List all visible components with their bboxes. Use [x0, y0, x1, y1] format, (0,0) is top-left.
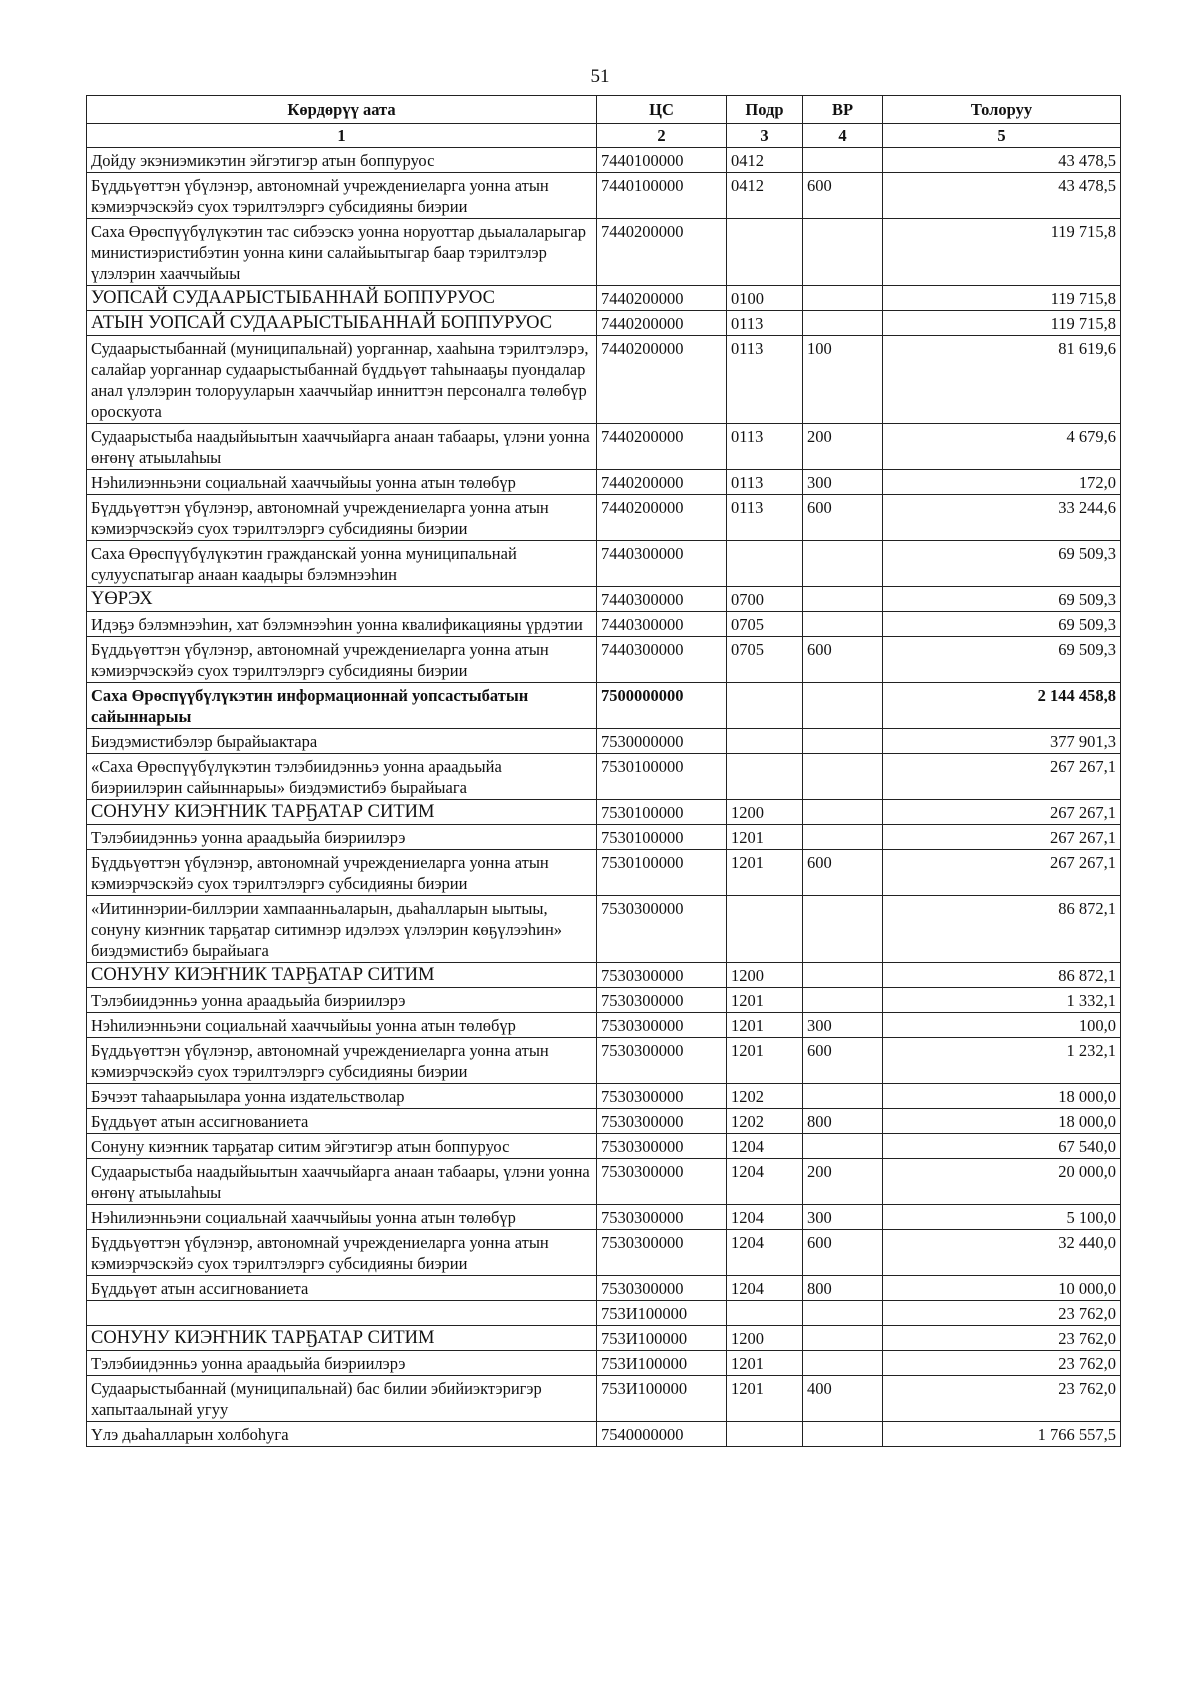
row-amount: 23 762,0 [883, 1351, 1121, 1376]
table-row [87, 754, 1121, 800]
row-vr-code [803, 286, 883, 311]
row-vr-code [803, 612, 883, 637]
row-amount: 2 144 458,8 [883, 683, 1121, 729]
row-cs-code: 753И100000 [597, 1301, 727, 1326]
row-amount: 23 762,0 [883, 1301, 1121, 1326]
row-vr-code [803, 683, 883, 729]
row-vr-code: 600 [803, 637, 883, 683]
table-row [87, 1351, 1121, 1376]
row-name: ҮӨРЭХ [87, 587, 597, 612]
row-cs-code: 7440300000 [597, 637, 727, 683]
row-vr-code [803, 219, 883, 286]
row-cs-code: 7530300000 [597, 963, 727, 988]
row-name: Судаарыстыба наадыйыытын хааччыйарга анаан табаары, үлэни уонна өҥөнү атыылаһыы [87, 1159, 597, 1205]
row-cs-code: 7540000000 [597, 1422, 727, 1447]
table-row [87, 1230, 1121, 1276]
row-name: Бүддьүөттэн үбүлэнэр, автономнай учреждениеларга уонна атын кэмиэрчэскэйэ суох тэрилтэлэргэ субсидияны биэрии [87, 637, 597, 683]
row-cs-code: 7440300000 [597, 612, 727, 637]
row-name: СОНУНУ КИЭҤНИК ТАРҔАТАР СИТИМ [87, 1326, 597, 1351]
row-amount: 23 762,0 [883, 1376, 1121, 1422]
row-amount: 69 509,3 [883, 541, 1121, 587]
table-row [87, 173, 1121, 219]
row-amount: 5 100,0 [883, 1205, 1121, 1230]
row-podr-code [727, 1422, 803, 1447]
table-row [87, 219, 1121, 286]
header-name: Көрдөрүү аата [87, 96, 597, 124]
row-amount: 267 267,1 [883, 850, 1121, 896]
row-podr-code [727, 219, 803, 286]
header-cs: ЦС [597, 96, 727, 124]
row-amount: 67 540,0 [883, 1134, 1121, 1159]
row-cs-code: 7440200000 [597, 219, 727, 286]
row-cs-code: 7440200000 [597, 336, 727, 424]
table-row [87, 1013, 1121, 1038]
row-amount: 1 766 557,5 [883, 1422, 1121, 1447]
column-number: 4 [803, 124, 883, 148]
row-podr-code: 1201 [727, 825, 803, 850]
table-row [87, 1276, 1121, 1301]
row-name: Бүддьүөттэн үбүлэнэр, автономнай учреждениеларга уонна атын кэмиэрчэскэйэ суох тэрилтэлэргэ субсидияны биэрии [87, 1230, 597, 1276]
row-name [87, 1301, 597, 1326]
table-row [87, 963, 1121, 988]
row-cs-code: 7440200000 [597, 470, 727, 495]
row-name: СОНУНУ КИЭҤНИК ТАРҔАТАР СИТИМ [87, 963, 597, 988]
row-vr-code [803, 587, 883, 612]
row-amount: 4 679,6 [883, 424, 1121, 470]
header-vr: ВР [803, 96, 883, 124]
row-amount: 267 267,1 [883, 754, 1121, 800]
row-podr-code: 1204 [727, 1134, 803, 1159]
row-vr-code: 600 [803, 495, 883, 541]
row-podr-code [727, 754, 803, 800]
row-name: Тэлэбиидэнньэ уонна араадьыйа биэриилэрэ [87, 1351, 597, 1376]
table-row [87, 1134, 1121, 1159]
row-name: Судаарыстыбаннай (муниципальнай) бас билии эбийиэктэригэр хапытаалынай угуу [87, 1376, 597, 1422]
row-amount: 86 872,1 [883, 896, 1121, 963]
row-cs-code: 7500000000 [597, 683, 727, 729]
row-vr-code: 300 [803, 1205, 883, 1230]
row-podr-code: 0113 [727, 424, 803, 470]
row-cs-code: 7440100000 [597, 148, 727, 173]
row-cs-code: 7530300000 [597, 896, 727, 963]
row-name: «Саха Өрөспүүбүлүкэтин тэлэбиидэнньэ уонна араадьыйа биэриилэрин сайыннарыы» биэдэмистибэ бырайыага [87, 754, 597, 800]
row-name: Идэҕэ бэлэмнээһин, хат бэлэмнээһин уонна квалификацияны үрдэтии [87, 612, 597, 637]
header-podr: Подр [727, 96, 803, 124]
row-podr-code [727, 729, 803, 754]
row-amount: 1 332,1 [883, 988, 1121, 1013]
row-cs-code: 7530300000 [597, 1109, 727, 1134]
row-name: Тэлэбиидэнньэ уонна араадьыйа биэриилэрэ [87, 825, 597, 850]
row-amount: 119 715,8 [883, 311, 1121, 336]
row-amount: 119 715,8 [883, 286, 1121, 311]
row-cs-code: 753И100000 [597, 1326, 727, 1351]
table-row [87, 336, 1121, 424]
row-name: Бүддьүөттэн үбүлэнэр, автономнай учреждениеларга уонна атын кэмиэрчэскэйэ суох тэрилтэлэргэ субсидияны биэрии [87, 173, 597, 219]
column-number: 1 [87, 124, 597, 148]
row-cs-code: 7530300000 [597, 1276, 727, 1301]
row-name: Бүддьүөт атын ассигнованиета [87, 1276, 597, 1301]
row-vr-code [803, 541, 883, 587]
row-vr-code [803, 1134, 883, 1159]
row-name: Нэһилиэнньэни социальнай хааччыйыы уонна атын төлөбүр [87, 1013, 597, 1038]
row-vr-code: 800 [803, 1276, 883, 1301]
row-podr-code: 0700 [727, 587, 803, 612]
row-amount: 86 872,1 [883, 963, 1121, 988]
row-vr-code: 600 [803, 173, 883, 219]
row-vr-code: 400 [803, 1376, 883, 1422]
table-row [87, 587, 1121, 612]
table-row [87, 1159, 1121, 1205]
row-cs-code: 753И100000 [597, 1351, 727, 1376]
table-row [87, 850, 1121, 896]
row-podr-code: 0113 [727, 336, 803, 424]
row-amount: 377 901,3 [883, 729, 1121, 754]
row-name: Саха Өрөспүүбүлүкэтин информационнай уопсастыбатын сайыннарыы [87, 683, 597, 729]
row-cs-code: 7530300000 [597, 1159, 727, 1205]
row-vr-code: 200 [803, 1159, 883, 1205]
row-vr-code: 600 [803, 1230, 883, 1276]
row-cs-code: 7530300000 [597, 1230, 727, 1276]
row-name: «Иитиннэрии-биллэрии хампаанньаларын, дьаһалларын ыытыы, сонуну киэҥник тарҕатар ситимнэр идэлээх үлэлэрин көҕүлээһин» биэдэмистибэ бырайыага [87, 896, 597, 963]
column-number: 5 [883, 124, 1121, 148]
row-name: СОНУНУ КИЭҤНИК ТАРҔАТАР СИТИМ [87, 800, 597, 825]
row-amount: 69 509,3 [883, 612, 1121, 637]
row-vr-code [803, 800, 883, 825]
row-vr-code: 100 [803, 336, 883, 424]
row-name: Нэһилиэнньэни социальнай хааччыйыы уонна атын төлөбүр [87, 470, 597, 495]
row-vr-code [803, 1084, 883, 1109]
row-podr-code: 0705 [727, 612, 803, 637]
row-name: Биэдэмистибэлэр бырайыактара [87, 729, 597, 754]
row-name: Бүддьүөттэн үбүлэнэр, автономнай учреждениеларга уонна атын кэмиэрчэскэйэ суох тэрилтэлэргэ субсидияны биэрии [87, 1038, 597, 1084]
row-podr-code: 0113 [727, 311, 803, 336]
row-name: Бүддьүөттэн үбүлэнэр, автономнай учреждениеларга уонна атын кэмиэрчэскэйэ суох тэрилтэлэргэ субсидияны биэрии [87, 850, 597, 896]
row-cs-code: 7530300000 [597, 1205, 727, 1230]
table-row [87, 800, 1121, 825]
row-cs-code: 7530300000 [597, 988, 727, 1013]
column-number: 3 [727, 124, 803, 148]
table-row [87, 1084, 1121, 1109]
row-name: Бэчээт таһаарыылара уонна издательстволар [87, 1084, 597, 1109]
row-amount: 43 478,5 [883, 148, 1121, 173]
row-podr-code: 0100 [727, 286, 803, 311]
row-podr-code: 1204 [727, 1276, 803, 1301]
row-amount: 10 000,0 [883, 1276, 1121, 1301]
table-row [87, 612, 1121, 637]
row-cs-code: 7530000000 [597, 729, 727, 754]
table-row [87, 683, 1121, 729]
row-podr-code: 1201 [727, 1013, 803, 1038]
header-row [87, 96, 1121, 124]
table-row [87, 1109, 1121, 1134]
row-cs-code: 7530100000 [597, 754, 727, 800]
table-row [87, 729, 1121, 754]
row-amount: 20 000,0 [883, 1159, 1121, 1205]
row-vr-code: 600 [803, 850, 883, 896]
row-amount: 81 619,6 [883, 336, 1121, 424]
row-cs-code: 7440200000 [597, 311, 727, 336]
table-row [87, 1376, 1121, 1422]
row-cs-code: 7530300000 [597, 1084, 727, 1109]
row-amount: 69 509,3 [883, 637, 1121, 683]
row-vr-code [803, 1301, 883, 1326]
row-vr-code [803, 988, 883, 1013]
row-name: Нэһилиэнньэни социальнай хааччыйыы уонна атын төлөбүр [87, 1205, 597, 1230]
row-name: Сонуну киэҥник тарҕатар ситим эйгэтигэр атын боппуруос [87, 1134, 597, 1159]
row-amount: 1 232,1 [883, 1038, 1121, 1084]
row-podr-code: 1202 [727, 1084, 803, 1109]
row-podr-code: 1202 [727, 1109, 803, 1134]
row-vr-code [803, 1326, 883, 1351]
row-vr-code [803, 825, 883, 850]
row-podr-code [727, 541, 803, 587]
row-podr-code [727, 896, 803, 963]
row-cs-code: 7530300000 [597, 1038, 727, 1084]
row-podr-code: 0705 [727, 637, 803, 683]
row-podr-code [727, 1301, 803, 1326]
row-podr-code: 1204 [727, 1230, 803, 1276]
row-cs-code: 7530100000 [597, 850, 727, 896]
row-name: Саха Өрөспүүбүлүкэтин тас сибээскэ уонна норуоттар дьыалаларыгар министиэристибэтин уонна кини салайыытыгар баар тэрилтэлэр үлэлэрин хааччыйыы [87, 219, 597, 286]
table-row [87, 424, 1121, 470]
row-cs-code: 753И100000 [597, 1376, 727, 1422]
table-row [87, 988, 1121, 1013]
row-podr-code: 0412 [727, 148, 803, 173]
row-podr-code: 0412 [727, 173, 803, 219]
row-podr-code: 0113 [727, 495, 803, 541]
row-name: Тэлэбиидэнньэ уонна араадьыйа биэриилэрэ [87, 988, 597, 1013]
row-vr-code [803, 1422, 883, 1447]
table-row [87, 825, 1121, 850]
row-cs-code: 7440300000 [597, 587, 727, 612]
row-cs-code: 7440300000 [597, 541, 727, 587]
row-amount: 32 440,0 [883, 1230, 1121, 1276]
row-podr-code [727, 683, 803, 729]
row-cs-code: 7530100000 [597, 825, 727, 850]
column-number-row [87, 124, 1121, 148]
row-podr-code: 1204 [727, 1205, 803, 1230]
row-vr-code [803, 729, 883, 754]
column-number: 2 [597, 124, 727, 148]
row-podr-code: 1200 [727, 800, 803, 825]
table-row [87, 495, 1121, 541]
table-row [87, 637, 1121, 683]
table-row [87, 541, 1121, 587]
row-amount: 43 478,5 [883, 173, 1121, 219]
row-cs-code: 7530300000 [597, 1013, 727, 1038]
row-cs-code: 7440200000 [597, 286, 727, 311]
row-cs-code: 7530100000 [597, 800, 727, 825]
row-name: Судаарыстыбаннай (муниципальнай) уорганнар, хааһына тэрилтэлэрэ, салайар уорганнар судаарыстыбаннай бүддьүөт таһынааҕы пуондалар анал үлэлэрин толорууларын хааччыйар инниттэн персоналга төлөбүр ороскуота [87, 336, 597, 424]
row-amount: 119 715,8 [883, 219, 1121, 286]
row-podr-code: 0113 [727, 470, 803, 495]
row-amount: 18 000,0 [883, 1084, 1121, 1109]
row-podr-code: 1201 [727, 850, 803, 896]
row-cs-code: 7440200000 [597, 424, 727, 470]
row-podr-code: 1200 [727, 963, 803, 988]
row-amount: 23 762,0 [883, 1326, 1121, 1351]
row-podr-code: 1204 [727, 1159, 803, 1205]
row-name: Бүддьүөт атын ассигнованиета [87, 1109, 597, 1134]
table-row [87, 286, 1121, 311]
row-vr-code [803, 311, 883, 336]
table-row [87, 1038, 1121, 1084]
row-podr-code: 1200 [727, 1326, 803, 1351]
page-number: 51 [590, 66, 610, 87]
row-name: Саха Өрөспүүбүлүкэтин гражданскай уонна муниципальнай сулууспатыгар анаан каадыры бэлэмнээһин [87, 541, 597, 587]
table-row [87, 1205, 1121, 1230]
row-podr-code: 1201 [727, 988, 803, 1013]
row-cs-code: 7440200000 [597, 495, 727, 541]
budget-table [86, 95, 1121, 1447]
row-vr-code [803, 896, 883, 963]
row-name: Дойду экэниэмикэтин эйгэтигэр атын боппуруос [87, 148, 597, 173]
row-podr-code: 1201 [727, 1351, 803, 1376]
row-amount: 267 267,1 [883, 800, 1121, 825]
row-podr-code: 1201 [727, 1376, 803, 1422]
row-amount: 100,0 [883, 1013, 1121, 1038]
table-row [87, 470, 1121, 495]
row-amount: 172,0 [883, 470, 1121, 495]
row-cs-code: 7530300000 [597, 1134, 727, 1159]
row-name: АТЫН УОПСАЙ СУДААРЫСТЫБАННАЙ БОППУРУОС [87, 311, 597, 336]
row-amount: 33 244,6 [883, 495, 1121, 541]
row-vr-code: 300 [803, 1013, 883, 1038]
row-vr-code [803, 754, 883, 800]
row-vr-code: 600 [803, 1038, 883, 1084]
row-name: Бүддьүөттэн үбүлэнэр, автономнай учреждениеларга уонна атын кэмиэрчэскэйэ суох тэрилтэлэргэ субсидияны биэрии [87, 495, 597, 541]
row-vr-code [803, 1351, 883, 1376]
row-vr-code [803, 148, 883, 173]
row-amount: 267 267,1 [883, 825, 1121, 850]
row-name: Судаарыстыба наадыйыытын хааччыйарга анаан табаары, үлэни уонна өҥөнү атыылаһыы [87, 424, 597, 470]
table-row [87, 896, 1121, 963]
table-row [87, 1326, 1121, 1351]
row-name: УОПСАЙ СУДААРЫСТЫБАННАЙ БОППУРУОС [87, 286, 597, 311]
row-vr-code [803, 963, 883, 988]
row-podr-code: 1201 [727, 1038, 803, 1084]
row-name: Үлэ дьаһалларын холбоһуга [87, 1422, 597, 1447]
row-amount: 18 000,0 [883, 1109, 1121, 1134]
table-body [87, 148, 1121, 1447]
table-row [87, 148, 1121, 173]
row-vr-code: 800 [803, 1109, 883, 1134]
table-row [87, 311, 1121, 336]
row-vr-code: 300 [803, 470, 883, 495]
header-amount: Толоруу [883, 96, 1121, 124]
row-vr-code: 200 [803, 424, 883, 470]
table-row [87, 1301, 1121, 1326]
row-cs-code: 7440100000 [597, 173, 727, 219]
table-row [87, 1422, 1121, 1447]
row-amount: 69 509,3 [883, 587, 1121, 612]
